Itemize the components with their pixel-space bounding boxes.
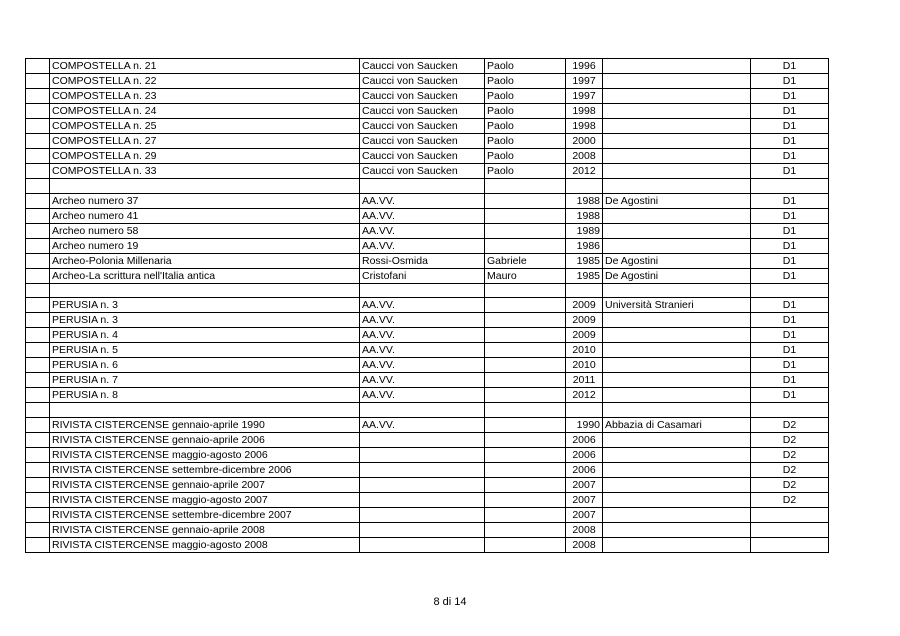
table-row bbox=[26, 477, 829, 492]
table-row bbox=[26, 74, 829, 89]
year-cell: 2007 bbox=[566, 507, 603, 522]
title-cell: COMPOSTELLA n. 25 bbox=[50, 119, 360, 134]
title-cell: COMPOSTELLA n. 29 bbox=[50, 149, 360, 164]
table-row bbox=[26, 388, 829, 403]
location-cell bbox=[751, 283, 829, 298]
year-cell: 2012 bbox=[566, 164, 603, 179]
table-row bbox=[26, 164, 829, 179]
author-first-name-cell: Paolo bbox=[485, 74, 566, 89]
year-cell: 1998 bbox=[566, 119, 603, 134]
author-last-name-cell bbox=[360, 179, 485, 194]
row-index-cell bbox=[26, 507, 50, 522]
author-last-name-cell: Caucci von Saucken bbox=[360, 104, 485, 119]
row-index-cell bbox=[26, 313, 50, 328]
table-row bbox=[26, 507, 829, 522]
author-last-name-cell: Cristofani bbox=[360, 268, 485, 283]
year-cell: 1989 bbox=[566, 223, 603, 238]
year-cell: 1988 bbox=[566, 208, 603, 223]
title-cell: RIVISTA CISTERCENSE settembre-dicembre 2006 bbox=[50, 462, 360, 477]
location-cell: D1 bbox=[751, 149, 829, 164]
author-last-name-cell bbox=[360, 537, 485, 552]
author-first-name-cell bbox=[485, 208, 566, 223]
row-index-cell bbox=[26, 268, 50, 283]
row-index-cell bbox=[26, 283, 50, 298]
year-cell: 1986 bbox=[566, 238, 603, 253]
row-index-cell bbox=[26, 388, 50, 403]
author-first-name-cell bbox=[485, 462, 566, 477]
author-last-name-cell: AA.VV. bbox=[360, 358, 485, 373]
table-row bbox=[26, 373, 829, 388]
row-index-cell bbox=[26, 89, 50, 104]
year-cell: 2000 bbox=[566, 134, 603, 149]
year-cell: 2007 bbox=[566, 492, 603, 507]
row-index-cell bbox=[26, 462, 50, 477]
title-cell: PERUSIA n. 8 bbox=[50, 388, 360, 403]
title-cell: RIVISTA CISTERCENSE gennaio-aprile 2006 bbox=[50, 432, 360, 447]
row-index-cell bbox=[26, 492, 50, 507]
title-cell bbox=[50, 283, 360, 298]
year-cell: 2009 bbox=[566, 313, 603, 328]
author-first-name-cell bbox=[485, 223, 566, 238]
year-cell: 2009 bbox=[566, 328, 603, 343]
author-first-name-cell: Paolo bbox=[485, 59, 566, 74]
location-cell bbox=[751, 522, 829, 537]
author-last-name-cell: AA.VV. bbox=[360, 298, 485, 313]
publisher-cell bbox=[603, 358, 751, 373]
row-index-cell bbox=[26, 432, 50, 447]
author-first-name-cell bbox=[485, 298, 566, 313]
title-cell: PERUSIA n. 3 bbox=[50, 298, 360, 313]
publisher-cell: De Agostini bbox=[603, 268, 751, 283]
row-index-cell bbox=[26, 343, 50, 358]
author-first-name-cell bbox=[485, 358, 566, 373]
year-cell: 1997 bbox=[566, 89, 603, 104]
title-cell: COMPOSTELLA n. 24 bbox=[50, 104, 360, 119]
author-first-name-cell bbox=[485, 328, 566, 343]
location-cell bbox=[751, 537, 829, 552]
row-index-cell bbox=[26, 417, 50, 432]
author-first-name-cell bbox=[485, 238, 566, 253]
publisher-cell bbox=[603, 104, 751, 119]
year-cell bbox=[566, 403, 603, 418]
title-cell: RIVISTA CISTERCENSE gennaio-aprile 2007 bbox=[50, 477, 360, 492]
author-last-name-cell: AA.VV. bbox=[360, 417, 485, 432]
row-index-cell bbox=[26, 149, 50, 164]
publisher-cell bbox=[603, 89, 751, 104]
table-row bbox=[26, 134, 829, 149]
title-cell: Archeo numero 58 bbox=[50, 223, 360, 238]
year-cell: 2006 bbox=[566, 432, 603, 447]
publisher-cell bbox=[603, 403, 751, 418]
location-cell: D1 bbox=[751, 313, 829, 328]
author-first-name-cell bbox=[485, 537, 566, 552]
author-last-name-cell: Rossi-Osmida bbox=[360, 253, 485, 268]
publisher-cell bbox=[603, 149, 751, 164]
author-first-name-cell bbox=[485, 179, 566, 194]
author-last-name-cell: AA.VV. bbox=[360, 223, 485, 238]
publisher-cell bbox=[603, 447, 751, 462]
table-row bbox=[26, 283, 829, 298]
author-first-name-cell bbox=[485, 492, 566, 507]
author-last-name-cell: Caucci von Saucken bbox=[360, 89, 485, 104]
author-last-name-cell bbox=[360, 432, 485, 447]
location-cell: D1 bbox=[751, 253, 829, 268]
title-cell: RIVISTA CISTERCENSE gennaio-aprile 1990 bbox=[50, 417, 360, 432]
table-row bbox=[26, 343, 829, 358]
author-first-name-cell bbox=[485, 417, 566, 432]
table-row bbox=[26, 193, 829, 208]
author-first-name-cell bbox=[485, 403, 566, 418]
location-cell: D1 bbox=[751, 268, 829, 283]
author-last-name-cell bbox=[360, 283, 485, 298]
author-last-name-cell: AA.VV. bbox=[360, 328, 485, 343]
publisher-cell bbox=[603, 537, 751, 552]
author-last-name-cell: Caucci von Saucken bbox=[360, 149, 485, 164]
author-last-name-cell bbox=[360, 403, 485, 418]
title-cell: Archeo numero 37 bbox=[50, 193, 360, 208]
row-index-cell bbox=[26, 119, 50, 134]
table-row bbox=[26, 179, 829, 194]
title-cell: PERUSIA n. 6 bbox=[50, 358, 360, 373]
location-cell: D1 bbox=[751, 164, 829, 179]
table-row bbox=[26, 253, 829, 268]
author-first-name-cell bbox=[485, 313, 566, 328]
author-last-name-cell: Caucci von Saucken bbox=[360, 74, 485, 89]
location-cell: D1 bbox=[751, 193, 829, 208]
row-index-cell bbox=[26, 104, 50, 119]
publisher-cell bbox=[603, 507, 751, 522]
author-first-name-cell bbox=[485, 477, 566, 492]
row-index-cell bbox=[26, 373, 50, 388]
location-cell: D1 bbox=[751, 238, 829, 253]
location-cell: D1 bbox=[751, 134, 829, 149]
title-cell: Archeo numero 41 bbox=[50, 208, 360, 223]
table-row bbox=[26, 119, 829, 134]
year-cell: 2008 bbox=[566, 522, 603, 537]
author-first-name-cell bbox=[485, 432, 566, 447]
title-cell: PERUSIA n. 4 bbox=[50, 328, 360, 343]
location-cell: D1 bbox=[751, 208, 829, 223]
author-last-name-cell: AA.VV. bbox=[360, 193, 485, 208]
author-last-name-cell bbox=[360, 462, 485, 477]
author-first-name-cell: Paolo bbox=[485, 89, 566, 104]
row-index-cell bbox=[26, 403, 50, 418]
table-row bbox=[26, 238, 829, 253]
publisher-cell bbox=[603, 343, 751, 358]
author-last-name-cell: AA.VV. bbox=[360, 343, 485, 358]
publisher-cell: De Agostini bbox=[603, 253, 751, 268]
location-cell: D1 bbox=[751, 358, 829, 373]
publisher-cell: Università Stranieri bbox=[603, 298, 751, 313]
title-cell bbox=[50, 403, 360, 418]
location-cell: D1 bbox=[751, 89, 829, 104]
title-cell: Archeo-La scrittura nell'Italia antica bbox=[50, 268, 360, 283]
year-cell: 2011 bbox=[566, 373, 603, 388]
row-index-cell bbox=[26, 134, 50, 149]
publisher-cell bbox=[603, 432, 751, 447]
row-index-cell bbox=[26, 298, 50, 313]
row-index-cell bbox=[26, 358, 50, 373]
location-cell: D1 bbox=[751, 298, 829, 313]
author-first-name-cell: Paolo bbox=[485, 134, 566, 149]
table-row bbox=[26, 492, 829, 507]
year-cell: 2010 bbox=[566, 343, 603, 358]
location-cell: D1 bbox=[751, 59, 829, 74]
author-first-name-cell bbox=[485, 507, 566, 522]
author-last-name-cell: Caucci von Saucken bbox=[360, 164, 485, 179]
table-row bbox=[26, 537, 829, 552]
author-last-name-cell bbox=[360, 447, 485, 462]
row-index-cell bbox=[26, 447, 50, 462]
page-number: 8 di 14 bbox=[433, 596, 467, 608]
row-index-cell bbox=[26, 522, 50, 537]
table-row bbox=[26, 104, 829, 119]
year-cell: 2007 bbox=[566, 477, 603, 492]
author-first-name-cell bbox=[485, 373, 566, 388]
location-cell: D1 bbox=[751, 388, 829, 403]
year-cell: 1997 bbox=[566, 74, 603, 89]
table-row bbox=[26, 432, 829, 447]
author-last-name-cell bbox=[360, 507, 485, 522]
author-last-name-cell bbox=[360, 492, 485, 507]
year-cell: 1988 bbox=[566, 193, 603, 208]
location-cell: D1 bbox=[751, 328, 829, 343]
publisher-cell: De Agostini bbox=[603, 193, 751, 208]
author-first-name-cell bbox=[485, 343, 566, 358]
author-first-name-cell bbox=[485, 447, 566, 462]
year-cell: 2010 bbox=[566, 358, 603, 373]
table-row bbox=[26, 208, 829, 223]
row-index-cell bbox=[26, 477, 50, 492]
row-index-cell bbox=[26, 328, 50, 343]
title-cell: RIVISTA CISTERCENSE settembre-dicembre 2007 bbox=[50, 507, 360, 522]
row-index-cell bbox=[26, 59, 50, 74]
publisher-cell bbox=[603, 59, 751, 74]
location-cell: D2 bbox=[751, 432, 829, 447]
table-row bbox=[26, 447, 829, 462]
year-cell: 1998 bbox=[566, 104, 603, 119]
title-cell: RIVISTA CISTERCENSE gennaio-aprile 2008 bbox=[50, 522, 360, 537]
author-first-name-cell: Paolo bbox=[485, 104, 566, 119]
author-last-name-cell: AA.VV. bbox=[360, 238, 485, 253]
row-index-cell bbox=[26, 179, 50, 194]
publisher-cell bbox=[603, 283, 751, 298]
year-cell: 2012 bbox=[566, 388, 603, 403]
publisher-cell bbox=[603, 208, 751, 223]
title-cell: COMPOSTELLA n. 21 bbox=[50, 59, 360, 74]
catalog-table bbox=[25, 58, 829, 553]
publisher-cell bbox=[603, 313, 751, 328]
author-first-name-cell: Gabriele bbox=[485, 253, 566, 268]
table-row bbox=[26, 223, 829, 238]
publisher-cell: Abbazia di Casamari bbox=[603, 417, 751, 432]
publisher-cell bbox=[603, 328, 751, 343]
year-cell: 2009 bbox=[566, 298, 603, 313]
table-row bbox=[26, 149, 829, 164]
title-cell: PERUSIA n. 5 bbox=[50, 343, 360, 358]
location-cell bbox=[751, 403, 829, 418]
publisher-cell bbox=[603, 492, 751, 507]
location-cell: D1 bbox=[751, 343, 829, 358]
publisher-cell bbox=[603, 462, 751, 477]
author-first-name-cell bbox=[485, 522, 566, 537]
year-cell: 1990 bbox=[566, 417, 603, 432]
location-cell: D1 bbox=[751, 119, 829, 134]
author-first-name-cell: Paolo bbox=[485, 164, 566, 179]
year-cell: 1985 bbox=[566, 268, 603, 283]
publisher-cell bbox=[603, 373, 751, 388]
table-row bbox=[26, 298, 829, 313]
title-cell: COMPOSTELLA n. 23 bbox=[50, 89, 360, 104]
location-cell: D1 bbox=[751, 74, 829, 89]
publisher-cell bbox=[603, 522, 751, 537]
location-cell bbox=[751, 507, 829, 522]
publisher-cell bbox=[603, 164, 751, 179]
author-first-name-cell: Paolo bbox=[485, 149, 566, 164]
publisher-cell bbox=[603, 223, 751, 238]
title-cell: COMPOSTELLA n. 27 bbox=[50, 134, 360, 149]
row-index-cell bbox=[26, 164, 50, 179]
author-last-name-cell bbox=[360, 477, 485, 492]
publisher-cell bbox=[603, 238, 751, 253]
author-last-name-cell bbox=[360, 522, 485, 537]
location-cell: D1 bbox=[751, 373, 829, 388]
row-index-cell bbox=[26, 253, 50, 268]
year-cell bbox=[566, 283, 603, 298]
location-cell: D2 bbox=[751, 492, 829, 507]
author-last-name-cell: AA.VV. bbox=[360, 388, 485, 403]
author-first-name-cell bbox=[485, 283, 566, 298]
year-cell: 1985 bbox=[566, 253, 603, 268]
title-cell: Archeo-Polonia Millenaria bbox=[50, 253, 360, 268]
table-row bbox=[26, 313, 829, 328]
title-cell bbox=[50, 179, 360, 194]
title-cell: COMPOSTELLA n. 22 bbox=[50, 74, 360, 89]
table-row bbox=[26, 358, 829, 373]
table-row bbox=[26, 89, 829, 104]
title-cell: Archeo numero 19 bbox=[50, 238, 360, 253]
year-cell bbox=[566, 179, 603, 194]
row-index-cell bbox=[26, 223, 50, 238]
location-cell: D2 bbox=[751, 417, 829, 432]
author-last-name-cell: AA.VV. bbox=[360, 373, 485, 388]
table-row bbox=[26, 59, 829, 74]
location-cell: D2 bbox=[751, 447, 829, 462]
author-first-name-cell: Mauro bbox=[485, 268, 566, 283]
author-last-name-cell: Caucci von Saucken bbox=[360, 119, 485, 134]
catalog-body bbox=[26, 59, 829, 553]
row-index-cell bbox=[26, 193, 50, 208]
table-row bbox=[26, 403, 829, 418]
title-cell: PERUSIA n. 7 bbox=[50, 373, 360, 388]
publisher-cell bbox=[603, 134, 751, 149]
location-cell bbox=[751, 179, 829, 194]
publisher-cell bbox=[603, 74, 751, 89]
year-cell: 2008 bbox=[566, 537, 603, 552]
author-last-name-cell: Caucci von Saucken bbox=[360, 59, 485, 74]
author-first-name-cell: Paolo bbox=[485, 119, 566, 134]
table-row bbox=[26, 462, 829, 477]
row-index-cell bbox=[26, 74, 50, 89]
year-cell: 2006 bbox=[566, 462, 603, 477]
year-cell: 2008 bbox=[566, 149, 603, 164]
table-row bbox=[26, 522, 829, 537]
author-last-name-cell: AA.VV. bbox=[360, 313, 485, 328]
title-cell: RIVISTA CISTERCENSE maggio-agosto 2007 bbox=[50, 492, 360, 507]
publisher-cell bbox=[603, 119, 751, 134]
row-index-cell bbox=[26, 208, 50, 223]
row-index-cell bbox=[26, 238, 50, 253]
title-cell: COMPOSTELLA n. 33 bbox=[50, 164, 360, 179]
author-last-name-cell: AA.VV. bbox=[360, 208, 485, 223]
author-last-name-cell: Caucci von Saucken bbox=[360, 134, 485, 149]
publisher-cell bbox=[603, 179, 751, 194]
location-cell: D2 bbox=[751, 462, 829, 477]
title-cell: RIVISTA CISTERCENSE maggio-agosto 2006 bbox=[50, 447, 360, 462]
location-cell: D2 bbox=[751, 477, 829, 492]
publisher-cell bbox=[603, 388, 751, 403]
table-row bbox=[26, 417, 829, 432]
year-cell: 1996 bbox=[566, 59, 603, 74]
title-cell: PERUSIA n. 3 bbox=[50, 313, 360, 328]
year-cell: 2006 bbox=[566, 447, 603, 462]
author-first-name-cell bbox=[485, 388, 566, 403]
location-cell: D1 bbox=[751, 104, 829, 119]
table-row bbox=[26, 328, 829, 343]
location-cell: D1 bbox=[751, 223, 829, 238]
title-cell: RIVISTA CISTERCENSE maggio-agosto 2008 bbox=[50, 537, 360, 552]
table-row bbox=[26, 268, 829, 283]
row-index-cell bbox=[26, 537, 50, 552]
publisher-cell bbox=[603, 477, 751, 492]
author-first-name-cell bbox=[485, 193, 566, 208]
